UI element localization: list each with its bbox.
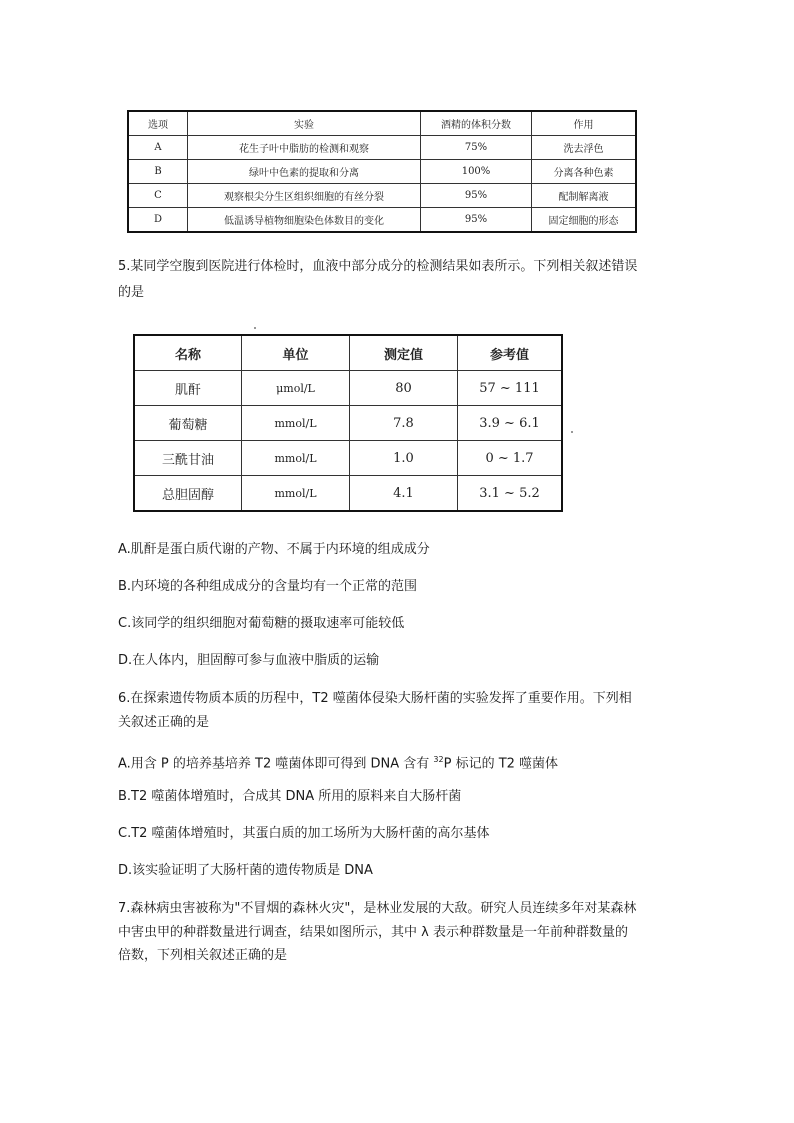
table-cell: 配制解离液 (532, 184, 637, 208)
table-cell: 80 (350, 371, 458, 406)
table-cell: 肌酐 (134, 371, 242, 406)
table-cell: 观察根尖分生区组织细胞的有丝分裂 (188, 184, 421, 208)
table-cell: 0 ~ 1.7 (458, 441, 563, 476)
table-row (134, 441, 562, 476)
table-cell: 100% (421, 160, 532, 184)
table-cell: A (128, 136, 188, 160)
q7-stem-line1: 7.森林病虫害被称为"不冒烟的森林火灾"，是林业发展的大敌。研究人员连续多年对某森林 (118, 901, 637, 916)
table-cell: 4.1 (350, 476, 458, 512)
q6-option-a-post: P 标记的 T2 噬菌体 (443, 756, 559, 772)
q6-option-a (118, 751, 558, 773)
table-cell: 1.0 (350, 441, 458, 476)
table-cell: 绿叶中色素的提取和分离 (188, 160, 421, 184)
scan-speck (571, 431, 573, 433)
table-cell: 固定细胞的形态 (532, 208, 637, 233)
table-cell: 葡萄糖 (134, 406, 242, 441)
table-cell: mmol/L (242, 476, 350, 512)
q5-option-b: B.内环境的各种组成成分的含量均有一个正常的范围 (118, 579, 418, 594)
table-row (134, 371, 562, 406)
table-cell: 花生子叶中脂肪的检测和观察 (188, 136, 421, 160)
header-cell: 实验 (188, 111, 421, 136)
q5-option-c: C.该同学的组织细胞对葡萄糖的摄取速率可能较低 (118, 616, 405, 631)
table-cell: 总胆固醇 (134, 476, 242, 512)
q7-stem-line3: 倍数，下列相关叙述正确的是 (118, 948, 288, 963)
isotope-mass-number: 32 (433, 755, 444, 764)
q6-option-a-pre: A.用含 P 的培养基培养 T2 噬菌体即可得到 DNA 含有 (118, 756, 434, 772)
q5-stem-line1: 5.某同学空腹到医院进行体检时，血液中部分成分的检测结果如表所示。下列相关叙述错误 (118, 259, 638, 274)
table-cell: 3.1 ~ 5.2 (458, 476, 563, 512)
table-header-row (134, 335, 562, 371)
table-cell: C (128, 184, 188, 208)
table-row (128, 208, 636, 233)
table-cell: 低温诱导植物细胞染色体数目的变化 (188, 208, 421, 233)
table-cell: 57 ~ 111 (458, 371, 563, 406)
blood-test-table (133, 334, 563, 512)
q6-option-b: B.T2 噬菌体增殖时，合成其 DNA 所用的原料来自大肠杆菌 (118, 789, 462, 804)
table-cell: 3.9 ~ 6.1 (458, 406, 563, 441)
table-cell: 三酰甘油 (134, 441, 242, 476)
table-cell: D (128, 208, 188, 233)
table-cell: μmol/L (242, 371, 350, 406)
header-cell: 测定值 (350, 335, 458, 371)
table-cell: 分离各种色素 (532, 160, 637, 184)
alcohol-experiment-table (127, 110, 637, 233)
header-cell: 酒精的体积分数 (421, 111, 532, 136)
q6-stem-line2: 关叙述正确的是 (118, 715, 210, 730)
table-cell: 7.8 (350, 406, 458, 441)
q5-stem-line2: 的是 (118, 285, 145, 300)
header-cell: 参考值 (458, 335, 563, 371)
table-cell: mmol/L (242, 406, 350, 441)
header-cell: 名称 (134, 335, 242, 371)
header-cell: 作用 (532, 111, 637, 136)
table-cell: B (128, 160, 188, 184)
q5-option-a: A.肌酐是蛋白质代谢的产物、不属于内环境的组成成分 (118, 542, 430, 557)
q7-stem-line2: 中害虫甲的种群数量进行调查，结果如图所示，其中 λ 表示种群数量是一年前种群数量的 (118, 925, 628, 940)
header-cell: 单位 (242, 335, 350, 371)
table-cell: 75% (421, 136, 532, 160)
table-row (128, 160, 636, 184)
q6-option-c: C.T2 噬菌体增殖时，其蛋白质的加工场所为大肠杆菌的高尔基体 (118, 826, 490, 841)
table-row (128, 184, 636, 208)
q5-option-d: D.在人体内，胆固醇可参与血液中脂质的运输 (118, 653, 380, 668)
table-row (134, 476, 562, 512)
table-header-row (128, 111, 636, 136)
table-cell: 95% (421, 208, 532, 233)
scan-speck (254, 327, 256, 329)
table-cell: 洗去浮色 (532, 136, 637, 160)
q6-option-d: D.该实验证明了大肠杆菌的遗传物质是 DNA (118, 863, 373, 878)
q6-stem-line1: 6.在探索遗传物质本质的历程中，T2 噬菌体侵染大肠杆菌的实验发挥了重要作用。下列相 (118, 691, 632, 706)
header-cell: 选项 (128, 111, 188, 136)
table-cell: mmol/L (242, 441, 350, 476)
table-row (134, 406, 562, 441)
table-cell: 95% (421, 184, 532, 208)
table-row (128, 136, 636, 160)
